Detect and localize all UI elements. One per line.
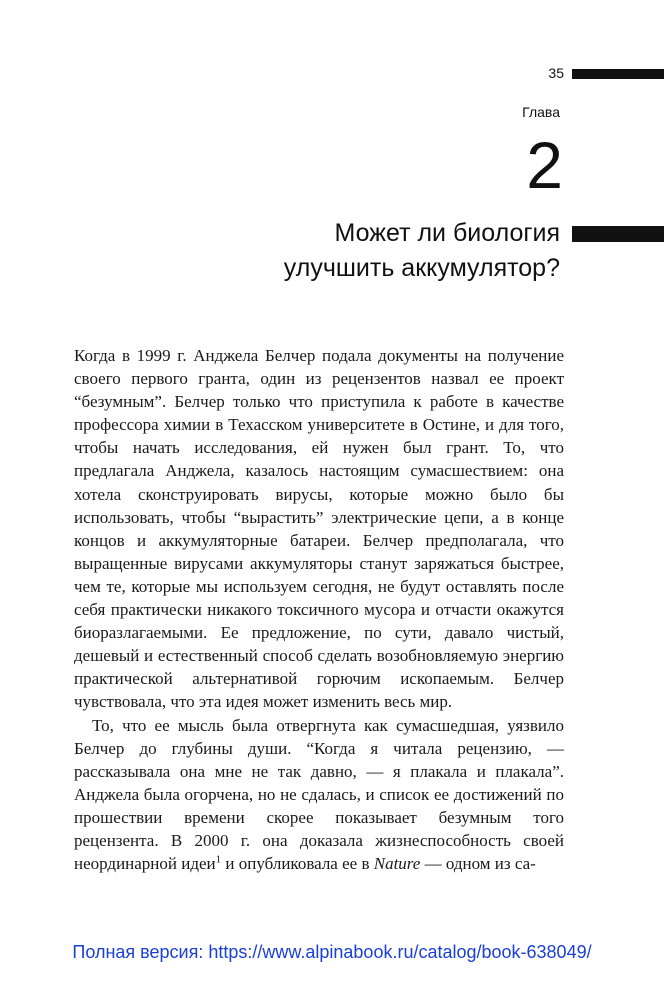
paragraph-2	[74, 714, 564, 876]
journal-name: Nature	[373, 854, 421, 874]
paragraph-2-text-c: — одном из са-	[420, 854, 536, 874]
footnote-reference[interactable]: 1	[215, 853, 222, 866]
chapter-title-line-2: улучшить аккумулятор?	[283, 254, 560, 282]
full-version-link[interactable]: Полная версия: https://www.alpinabook.ru/catalog/book-638049/	[72, 942, 592, 962]
paragraph-2-text-a: То, что ее мысль была отвергнута как сумасшедшая, уязвило Белчер до глубины души. “Когда я читала рецензию, — рассказывала она мне не так давно, — я плакала и плакала”. Анджела была огорчена, но не сдалась, и список ее достижений по прошествии времени скорее показывает безумным того рецензента. В 2000 г. она доказала жизнеспособность своей неординарной идеи	[74, 715, 564, 874]
chapter-number: 2	[526, 128, 563, 202]
chapter-label: Глава	[522, 104, 560, 120]
paragraph-1: Когда в 1999 г. Анджела Белчер подала документы на получение своего первого гранта, один из рецензентов назвал ее проект “безумным”. Белчер только что приступила к работе в качестве профессора химии в Техасском университете в Остине, и для того, чтобы начать исследования, ей нужен был грант. То, что предлагала Анджела, казалось настоящим сумасшествием: она хотела сконструировать вирусы, которые можно было бы использовать, чтобы “вырастить” электрические цепи, а в конце концов и аккумуляторные батареи. Белчер предполагала, что выращенные вирусами аккумуляторы станут заряжаться быстрее, чем те, которые мы используем сегодня, не будут оставлять после себя практически никакого токсичного мусора и отчасти окажутся биоразлагаемыми. Ее предложение, по сути, давало чистый, дешевый и естественный способ сделать возобновляемую энергию практической альтернативой горючим ископаемым. Белчер чувствовала, что эта идея может изменить весь мир.	[74, 346, 564, 712]
page-number: 35	[548, 65, 564, 81]
chapter-title-line-1: Может ли биология	[334, 219, 560, 247]
header-bar	[572, 69, 664, 79]
body-text	[74, 344, 564, 875]
paragraph-2-text-b: и опубликовала ее в	[221, 854, 374, 874]
chapter-title	[200, 216, 560, 286]
title-bar	[572, 226, 664, 242]
